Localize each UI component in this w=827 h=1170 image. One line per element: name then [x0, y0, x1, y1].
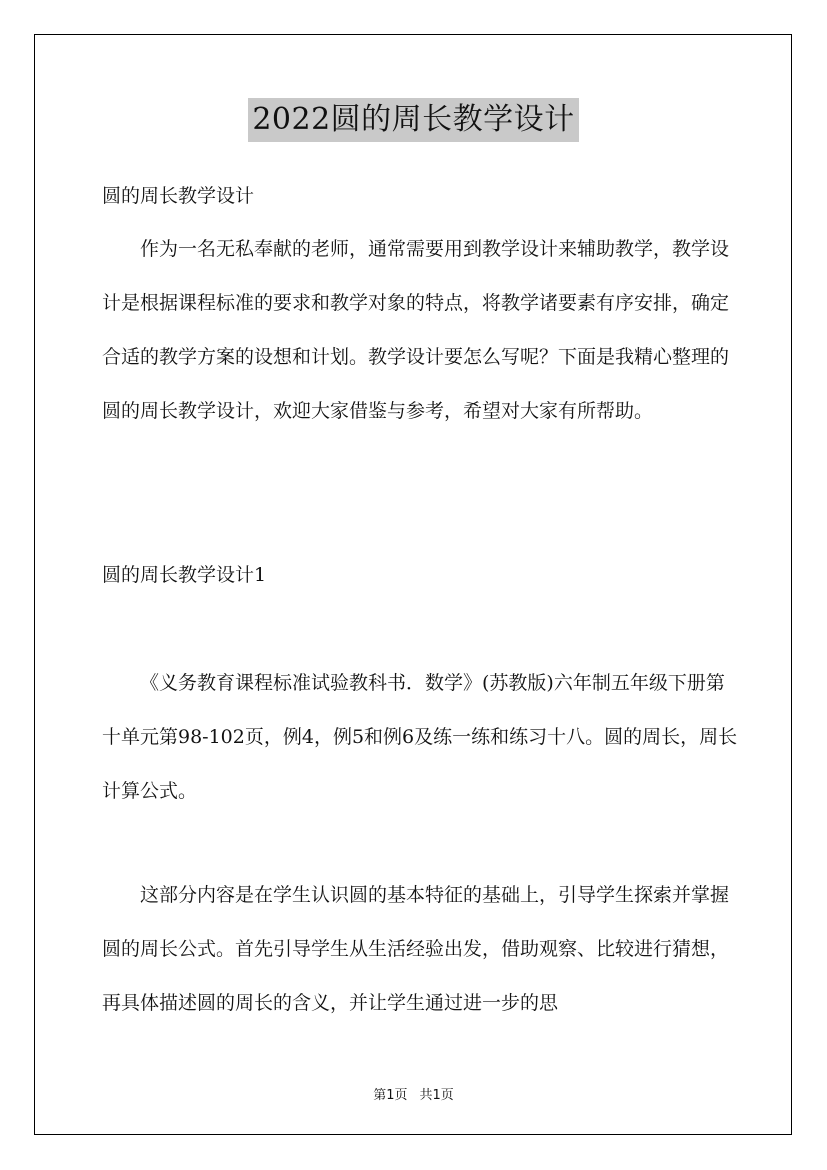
intro-paragraph: 作为一名无私奉献的老师，通常需要用到教学设计来辅助教学，教学设计是根据课程标准的要求和教学对象的特点，将教学诸要素有序安排，确定合适的教学方案的设想和计划。教学设计要怎么写呢？下面是我精心整理的圆的周长教学设计，欢迎大家借鉴与参考，希望对大家有所帮助。: [102, 238, 730, 422]
section-heading: 圆的周长教学设计1: [102, 564, 267, 586]
page-footer: [0, 1084, 827, 1103]
document-title: 2022圆的周长教学设计: [248, 98, 578, 142]
content-paragraph: 这部分内容是在学生认识圆的基本特征的基础上，引导学生探索并掌握圆的周长公式。首先引导学生从生活经验出发，借助观察、比较进行猜想，再具体描述圆的周长的含义，并让学生通过进一步的思: [102, 884, 730, 1014]
textbook-paragraph: 《义务教育课程标准试验教科书．数学》(苏教版)六年制五年级下册第十单元第98-102页，例4，例5和例6及练一练和练习十八。圆的周长，周长计算公式。: [102, 672, 738, 802]
total-pages-label: 共1页: [419, 1088, 454, 1103]
title-container: [0, 98, 827, 142]
page-number-label: 第1页: [373, 1088, 408, 1103]
document-heading: 圆的周长教学设计: [102, 185, 255, 207]
